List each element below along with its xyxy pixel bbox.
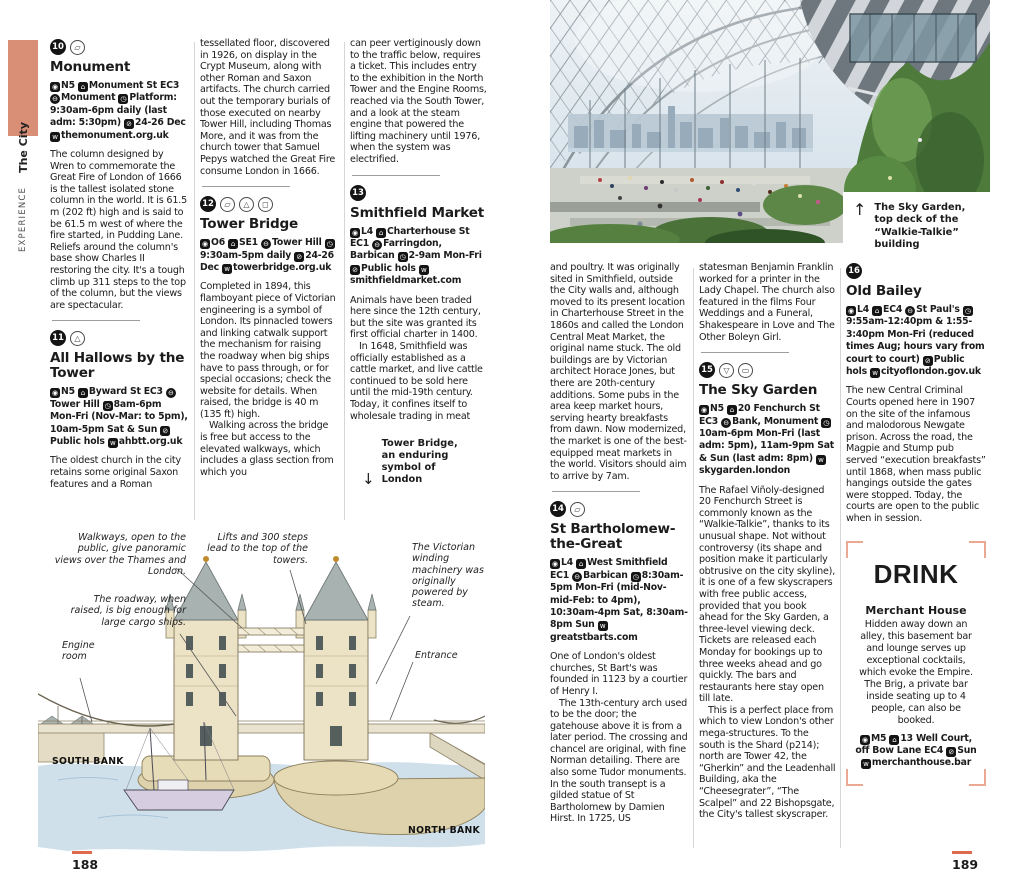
info-map-ref: L4 [857, 304, 869, 315]
info-address: 20 Fenchurch St EC3 [699, 403, 820, 427]
continuation-paragraph: tessellated floor, discovered in 1926, on display in the Crypt Museum, along with other Roman and Saxon artifacts. The church carried out the temporary burials of those executed on nearby Tower Hill, including Thomas More, and it was from the church tower that Samuel Pepys watched the Great Fire consume London in 1666. [200, 38, 336, 177]
folio-rule-left [72, 851, 92, 854]
entry-st-bartholomew [550, 501, 688, 825]
map-ref-icon: ◉ [846, 306, 856, 316]
section-sidebar [15, 122, 31, 352]
entry-title: Tower Bridge [200, 216, 299, 233]
info-tube: Tower Hill [272, 237, 322, 249]
entry-all-hallows [50, 330, 188, 490]
web-icon: w [861, 759, 871, 769]
info-map-ref: L4 [361, 225, 373, 237]
drink-description: Hidden away down an alley, this basement bar and lounge serves up exceptional cocktails, which evoke the Empire. The Brig, a private bar inside seating up to 4 people, can also be booked. [859, 618, 973, 726]
photo-caption-text: The Sky Garden, top deck of the “Walkie-Talkie” building [874, 202, 966, 251]
closed-icon: ⊘ [160, 426, 170, 436]
closed-icon: ⊘ [923, 356, 933, 366]
entry-info [50, 80, 188, 142]
illustration-label-engine: Engine room [62, 640, 95, 663]
address-icon: ⌂ [889, 735, 899, 745]
illustration-label-north-bank: NORTH BANK [408, 825, 481, 836]
drink-box [846, 541, 986, 786]
section-divider [202, 186, 290, 187]
info-hours: 2-9am Mon-Fri [408, 250, 482, 262]
hours-icon: ◷ [631, 572, 641, 582]
entry-title: Monument [50, 59, 131, 75]
entry-info [846, 304, 986, 378]
info-hours: 9:55am-12:40pm & 1:55-3:40pm Mon-Fri (reduced times Aug; hours vary from court to court) [846, 316, 985, 365]
info-map-ref: M5 [871, 732, 887, 744]
entry-info [699, 403, 837, 477]
entry-info [854, 733, 978, 770]
illustration-label-entrance: Entrance [415, 650, 458, 661]
info-closed: Sun [957, 744, 977, 756]
info-web: cityoflondon.gov.uk [880, 366, 981, 378]
entry-title: All Hallows by the Tower [50, 350, 185, 382]
illustration-caption-text: Tower Bridge, an enduring symbol of London [381, 438, 458, 486]
info-hours: 10am-6pm Mon-Fri (last adm: 5pm), 11am-9pm Sat & Sun (last adm: 8pm) [699, 427, 835, 464]
entry-title: Smithfield Market [350, 204, 485, 221]
map-ref-icon: ◉ [50, 82, 60, 92]
info-web: skygarden.london [699, 465, 791, 477]
arrow-up-icon: ↑ [853, 200, 867, 219]
column-rule [194, 42, 195, 520]
tube-icon: ⊖ [50, 94, 60, 104]
entry-paragraph: One of London's oldest churches, St Bart's was founded in 1123 by a courtier of Henry I. [550, 651, 688, 697]
entry-header [699, 362, 837, 378]
page-number-left: 188 [72, 857, 99, 872]
web-icon: w [870, 368, 880, 378]
address-icon: ⌂ [78, 82, 88, 92]
entry-number-badge: 15 [699, 362, 715, 378]
info-web: smithfieldmarket.com [350, 275, 462, 287]
info-tube: Monument [61, 92, 116, 104]
boat-icon: △ [239, 197, 254, 212]
entry-paragraph: The new Central Criminal Courts opened here in 1907 on the site of the infamous and malodorous Newgate prison. Across the road, the Magpie and Stump pub served “execution breakfasts” until 1868, when mass public hangings outside the gates were stopped. Today, the courts are open to the public when in session. [846, 385, 986, 524]
entry-sky-garden [699, 362, 837, 821]
entry-header [50, 330, 188, 346]
entry-header [200, 196, 338, 212]
illustration-label-walkways: Walkways, open to the public, give panoramic views over the Thames and London. [54, 532, 186, 577]
map-ref-icon: ◉ [200, 239, 210, 249]
entry-number-badge: 13 [350, 185, 366, 201]
info-map-ref: O6 [211, 237, 225, 249]
tube-icon: ⊖ [905, 306, 915, 316]
info-web: ahbtt.org.uk [118, 435, 183, 447]
map-ref-icon: ◉ [350, 228, 360, 238]
entry-info [50, 386, 188, 448]
entry-number-badge: 14 [550, 501, 566, 517]
entry-paragraph: In 1648, Smithfield was officially established as a cattle market, and live cattle continued to be sold here until the mid-19th century. Today, it confines itself to wholesale trading in meat [350, 340, 483, 422]
tube-icon: ⊖ [572, 572, 582, 582]
entry-header [350, 185, 488, 201]
entry-header [550, 501, 688, 517]
map-ref-icon: ◉ [860, 735, 870, 745]
info-address: Byward St EC3 [88, 386, 163, 398]
continuation-paragraph: and poultry. It was originally sited in Smithfield, outside the City walls and, although moved to its present location in Charterhouse Street in the 1860s and called the London Central Meat Market, the original name stuck. The old buildings are by Victorian architect Horace Jones, but there are 20th-century additions. Some pubs in the area keep market hours, serving hearty breakfasts from dawn. Now modernized, the market is one of the best-equipped meat markets in the world. Visitors should aim to arrive by 7am. [550, 262, 687, 482]
corner-bracket [969, 541, 986, 558]
closed-icon: ⊘ [124, 119, 134, 129]
tube-icon: ⊖ [372, 240, 382, 250]
entry-paragraph: The oldest church in the city retains some original Saxon features and a Roman [50, 455, 181, 490]
hours-icon: ◷ [398, 252, 408, 262]
entry-number-badge: 11 [50, 330, 66, 346]
entry-body [550, 651, 688, 825]
info-address: EC4 [883, 304, 903, 315]
arrow-down-icon: ↓ [362, 470, 375, 489]
info-map-ref: N5 [710, 403, 724, 415]
entry-body [200, 281, 338, 478]
info-hours: 8:30am-5pm Mon-Fri (mid-Nov-mid-Feb: to 4pm), 10:30am-4pm Sat, 8:30am-8pm Sun [550, 569, 688, 631]
entry-paragraph: Walking across the bridge is free but access to the elevated walkways, which includes a glass section from which you [200, 420, 334, 478]
info-closed: Public hols [846, 353, 965, 378]
entry-old-bailey [846, 263, 986, 525]
section-divider [701, 352, 789, 353]
info-address: Monument St EC3 [88, 80, 180, 91]
entry-number-badge: 12 [200, 196, 216, 212]
tube-icon: ⊖ [166, 388, 176, 398]
map-ref-icon: ◉ [699, 405, 709, 415]
info-address: West Smithfield EC1 [550, 557, 668, 581]
entry-number-badge: 10 [50, 39, 66, 55]
entry-smithfield [350, 185, 488, 423]
tube-icon: ⊖ [261, 239, 271, 249]
illustration-label-roadway: The roadway, when raised, is big enough for large cargo ships. [70, 594, 186, 628]
info-web: themonument.org.uk [61, 129, 169, 141]
closed-icon: ⊘ [350, 265, 360, 275]
web-icon: w [419, 265, 429, 275]
glass-icon: ▽ [719, 363, 734, 378]
ticket-icon: ▱ [70, 40, 85, 55]
address-icon: ⌂ [228, 239, 238, 249]
tube-icon: ⊖ [721, 418, 731, 428]
folio-rule-right [952, 851, 972, 854]
info-web: merchanthouse.bar [871, 757, 972, 769]
illustration-caption [350, 438, 474, 489]
screen-icon: ▭ [738, 363, 753, 378]
entry-paragraph: Completed in 1894, this flamboyant piece of Victorian engineering is a symbol of London. Its pinnacled towers and linking catwalk support the mechanism for raising the roadway when big ships have to pass through, or for special occasions; check the website for details. When raised, the bridge is 40 m (135 ft) high. [200, 281, 336, 420]
hours-icon: ◷ [963, 306, 973, 316]
continuation-paragraph: can peer vertiginously down to the traffic below, requires a ticket. This includes entry to the exhibition in the North Tower and the Engine Rooms, reached via the South Tower, and a look at the steam engine that powered the lifting machinery until 1976, when the system was electrified. [350, 38, 487, 165]
info-closed: Public hols [50, 435, 105, 447]
drink-venue-name: Merchant House [865, 603, 967, 617]
info-closed: 24-26 Dec [134, 117, 186, 129]
ticket-icon: ▱ [570, 502, 585, 517]
web-icon: w [816, 455, 826, 465]
info-web: greatstbarts.com [550, 631, 638, 643]
right-column-1 [550, 262, 688, 825]
info-closed: 24-26 Dec [200, 249, 334, 273]
entry-body [50, 149, 188, 311]
boat-icon: △ [70, 331, 85, 346]
closed-icon: ⊘ [946, 747, 956, 757]
column-rule [344, 42, 345, 520]
address-icon: ⌂ [576, 559, 586, 569]
entry-title: St Bartholomew-the-Great [550, 521, 676, 553]
page-number-right: 189 [952, 857, 979, 872]
right-column-2 [699, 262, 837, 821]
entry-tower-bridge [200, 196, 338, 478]
info-closed: Public hols [361, 262, 416, 274]
info-hours: 9:30am-5pm daily [200, 249, 292, 261]
illustration-label-south-bank: SOUTH BANK [52, 756, 124, 767]
web-icon: w [598, 621, 608, 631]
section-divider [52, 320, 140, 321]
entry-paragraph: This is a perfect place from which to view London's other mega-structures. To the south is the Shard (p214); north are Tower 42, the “Gherkin” and the Leadenhall Building, aka the “Cheesegrater”, “The Scalpel” and 22 Bishopsgate, the City's tallest skyscraper. [699, 704, 836, 821]
entry-paragraph: The column designed by Wren to commemorate the Great Fire of London of 1666 is the tallest isolated stone column in the world. It is 61.5 m (202 ft) high and is said to be 61.5 m west of where the fire started, in Pudding Lane. Reliefs around the column's base show Charles II restoring the city. It's a tough climb up 311 steps to the top of the column, but the views are spectacular. [50, 149, 187, 311]
map-ref-icon: ◉ [50, 388, 60, 398]
info-hours: Platform: 9:30am-6pm daily (last adm: 5:30pm) [50, 92, 177, 129]
entry-body [350, 295, 488, 423]
entry-body [846, 385, 986, 524]
address-icon: ⌂ [78, 388, 88, 398]
info-address: 13 Well Court, off Bow Lane EC4 [855, 732, 972, 756]
entry-info [550, 557, 688, 644]
closed-icon: ⊘ [294, 252, 304, 262]
entry-monument [50, 39, 188, 311]
entry-paragraph: Animals have been traded here since the 12th century, but the site was granted its first official charter in 1400. [350, 294, 481, 341]
entry-header [846, 263, 986, 279]
info-tube: Farringdon, Barbican [350, 237, 442, 262]
info-tube: Tower Hill [50, 398, 100, 410]
info-tube: Bank, Monument [732, 415, 819, 427]
left-column-3 [350, 38, 488, 489]
left-column-2 [200, 38, 338, 478]
ticket-icon: ▱ [220, 197, 235, 212]
corner-bracket [846, 541, 863, 558]
web-icon: w [50, 132, 60, 142]
entry-info [200, 237, 338, 274]
info-hours: 8am-6pm Mon-Fri (Nov-Mar: to 5pm), 10am-5pm Sat & Sun [50, 398, 188, 435]
info-tube: St Paul's [916, 304, 960, 315]
hours-icon: ◷ [821, 418, 831, 428]
entry-body [50, 455, 188, 490]
entry-info [350, 226, 488, 288]
entry-title: Old Bailey [846, 283, 922, 299]
entry-body [699, 485, 837, 821]
right-column-3 [846, 262, 986, 786]
photo-caption [843, 192, 990, 258]
web-icon: w [108, 438, 118, 448]
section-divider [552, 491, 640, 492]
section-divider [352, 175, 440, 176]
hours-icon: ◷ [118, 94, 128, 104]
continuation-paragraph: statesman Benjamin Franklin worked for a printer in the Lady Chapel. The church also featured in the films Four Weddings and a Funeral, Shakespeare in Love and The Other Boleyn Girl. [699, 262, 835, 343]
corner-bracket [969, 769, 986, 786]
illustration-label-lifts: Lifts and 300 steps lead to the top of the towers. [207, 532, 308, 566]
map-ref-icon: ◉ [550, 559, 560, 569]
info-address: SE1 [239, 237, 258, 249]
entry-paragraph: The Rafael Viñoly-designed 20 Fenchurch Street is commonly known as the “Walkie-Talkie”, thanks to its unusual shape. Not without controversy (its shape and position make it particularly obtrusive on the city skyline), it is one of a few skyscrapers with free public access, provided that you book ahead for the Sky Garden, a three-level viewing deck. Tickets are released each Monday for bookings up to three weeks ahead and go quickly. The bars and restaurants here stay open till late. [699, 484, 836, 705]
sidebar-kicker: EXPERIENCE [18, 186, 28, 253]
info-address: Charterhouse St EC1 [350, 225, 470, 249]
entry-number-badge: 16 [846, 263, 862, 279]
info-map-ref: L4 [561, 557, 573, 569]
hours-icon: ◷ [103, 401, 113, 411]
column-rule [693, 268, 694, 848]
info-web: towerbridge.org.uk [232, 261, 332, 273]
entry-title: The Sky Garden [699, 382, 818, 399]
web-icon: w [222, 264, 232, 274]
drink-title: DRINK [873, 558, 959, 589]
info-map-ref: N5 [61, 386, 75, 398]
entry-header [50, 39, 188, 55]
illustration-label-machinery: The Victorian winding machinery was originally powered by steam. [412, 542, 484, 610]
address-icon: ⌂ [727, 405, 737, 415]
info-tube: Barbican [583, 569, 628, 581]
address-icon: ⌂ [872, 306, 882, 316]
corner-bracket [846, 769, 863, 786]
left-column-1 [50, 38, 188, 490]
entry-paragraph: The 13th-century arch used to be the door; the gatehouse above it is from a later period. The crossing and chancel are original, with fine Norman detailing. There are also some Tudor monuments. In the south transept is a gilded statue of St Bartholomew by Damien Hirst. In 1725, US [550, 697, 688, 825]
tower-bridge-illustration [38, 528, 485, 860]
address-icon: ⌂ [376, 228, 386, 238]
column-rule [840, 268, 841, 848]
shop-icon: ◻ [258, 197, 273, 212]
info-map-ref: N5 [61, 80, 75, 91]
hours-icon: ◷ [325, 239, 335, 249]
sidebar-section: The City [16, 122, 30, 173]
